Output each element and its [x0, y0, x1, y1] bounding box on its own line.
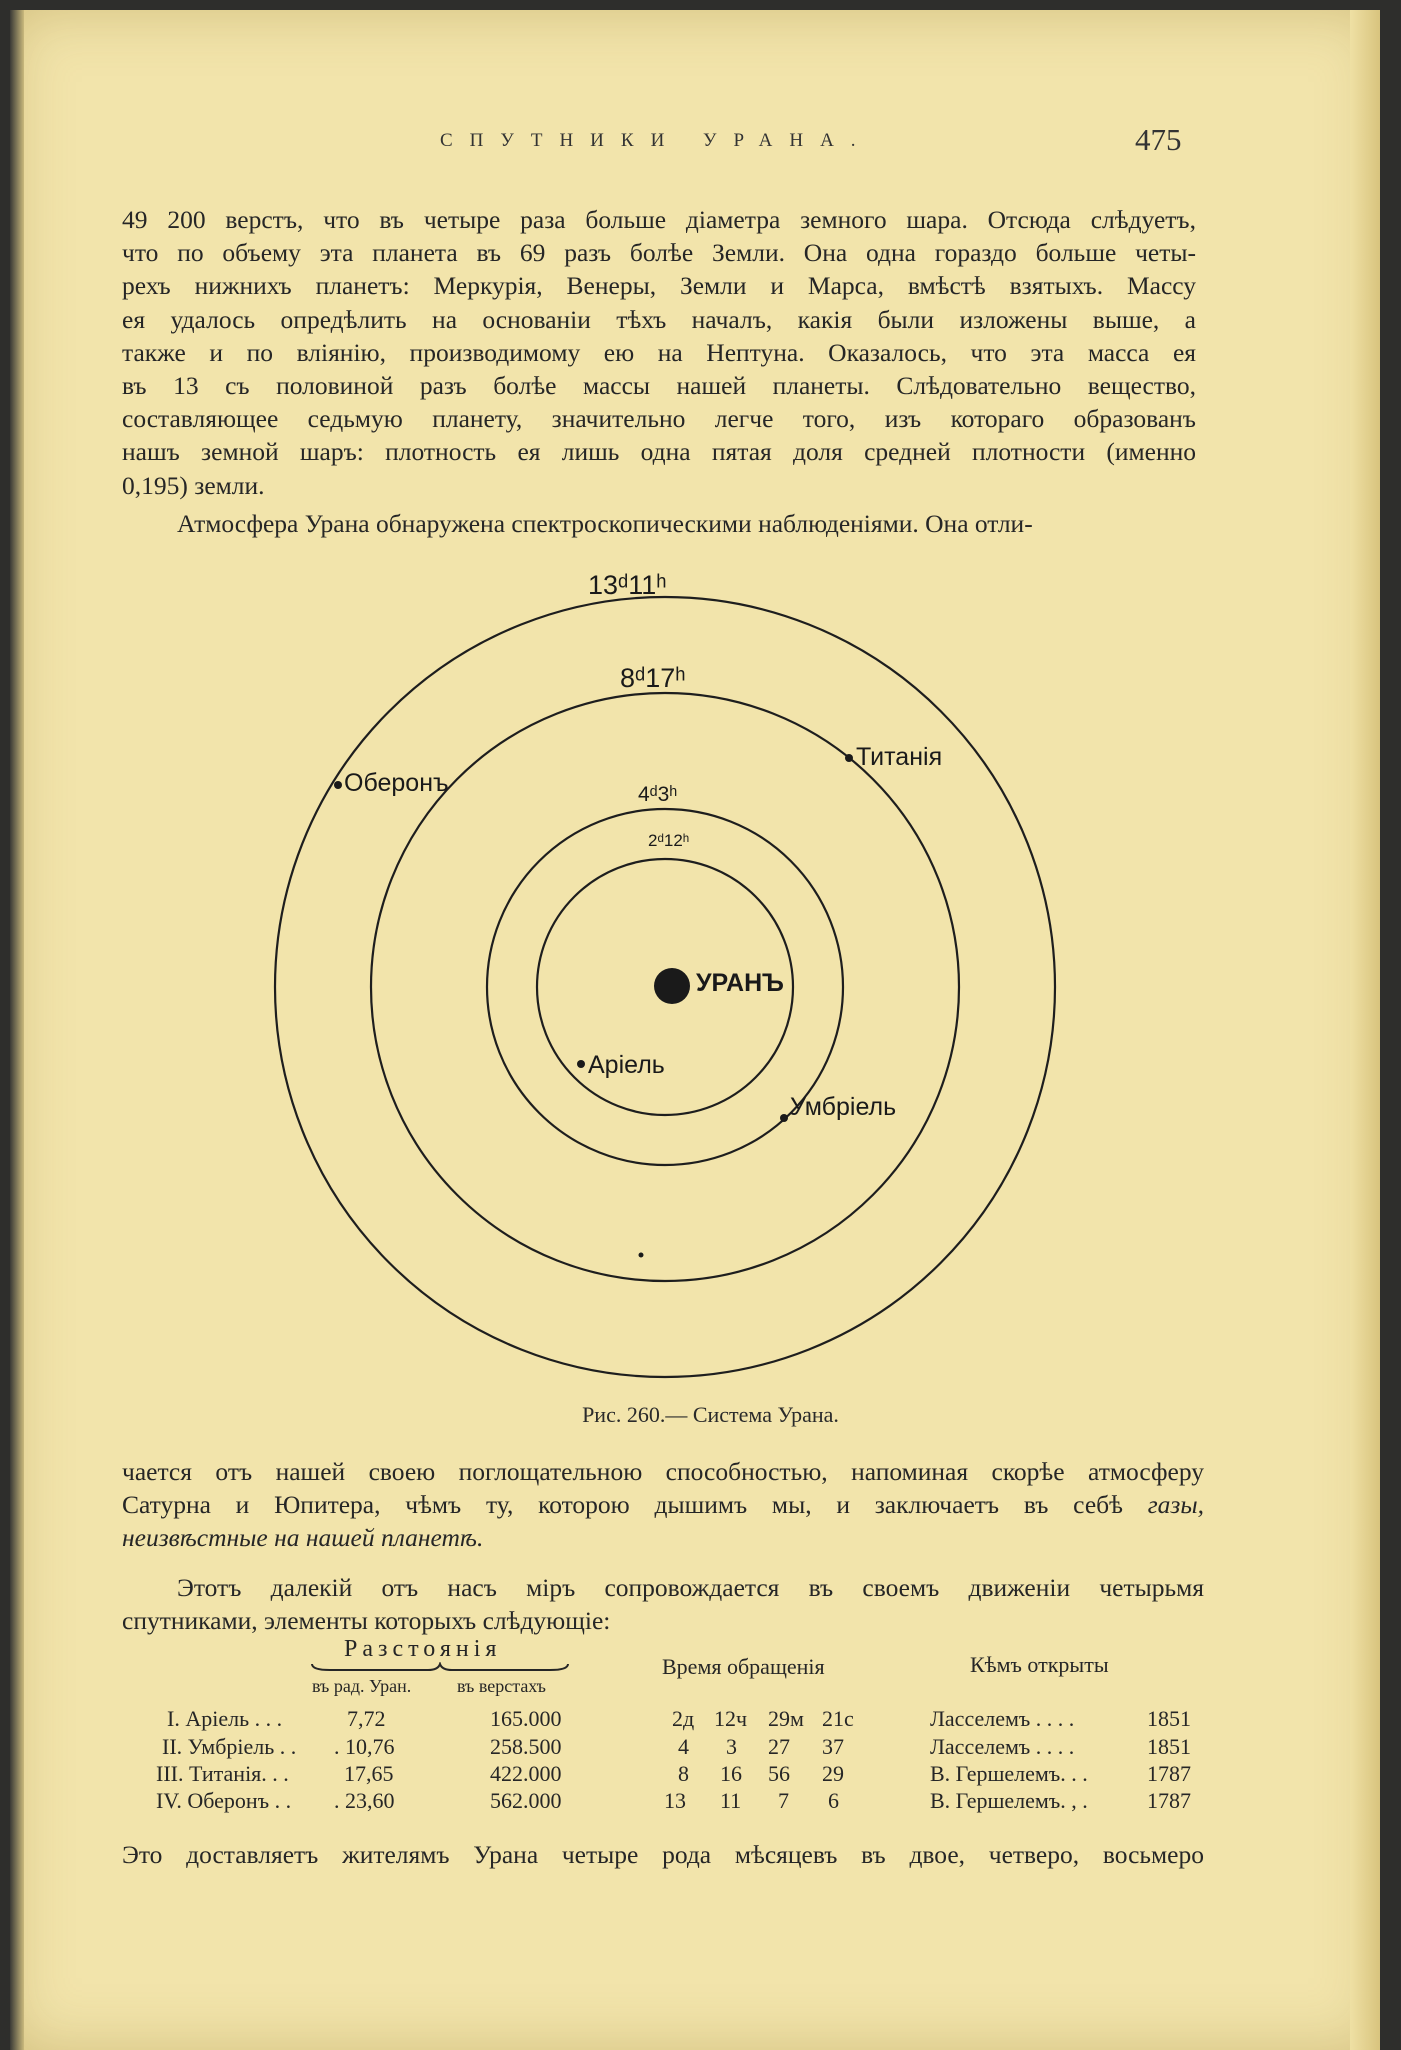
moon-label-oberon: Оберонъ	[344, 769, 449, 797]
paragraph-2-start	[122, 507, 1196, 540]
header-brace	[310, 1662, 570, 1674]
distance-radii: . 23,60	[334, 1788, 395, 1813]
moon-label-titania: Титанія	[856, 743, 943, 771]
text-line: что по объему эта планета въ 69 разъ болѣе Земли. Она одна гораздо больше четы-	[122, 238, 1196, 268]
period-label-titania: 8ᵈ17ʰ	[620, 663, 686, 693]
page-number: 475	[1135, 122, 1182, 157]
paragraph-1	[122, 203, 1196, 502]
moon-label-ariel: Аріель	[588, 1051, 665, 1079]
text-line: нашъ земной шаръ: плотность ея лишь одна пятая доля средней плотности (именно	[122, 437, 1196, 467]
moon-name: IV. Оберонъ . .	[156, 1788, 292, 1813]
italic-text: газы,	[1147, 1490, 1204, 1520]
moon-umbriel	[780, 1114, 788, 1122]
page-binding-edge	[10, 10, 24, 2050]
uranus-planet	[654, 968, 690, 1004]
discoverer: В. Гершелемъ. . .	[930, 1761, 1088, 1786]
discoverer: Ласселемъ . . . .	[930, 1734, 1075, 1759]
period-days: 13	[664, 1788, 686, 1813]
period-hours: 16	[720, 1761, 742, 1786]
period-minutes: 29м	[768, 1706, 804, 1731]
moon-label-umbriel: Умбріель	[790, 1093, 897, 1121]
text-line	[122, 1488, 1204, 1521]
distance-radii: . 10,76	[334, 1734, 395, 1759]
period-seconds: 6	[828, 1788, 839, 1813]
year: 1787	[1147, 1761, 1191, 1786]
text-line: чается отъ нашей своею поглощательною способностью, напоминая скорѣе атмосферу	[122, 1457, 1204, 1486]
distance-versts: 562.000	[490, 1788, 562, 1813]
moon-ariel	[577, 1060, 585, 1068]
discoverer: В. Гершелемъ. , .	[930, 1788, 1088, 1813]
small-dot	[639, 1253, 644, 1258]
text-line: 49 200 верстъ, что въ четыре раза больше діаметра земного шара. Отсюда слѣдуетъ,	[122, 205, 1196, 234]
moon-name: I. Аріель . . .	[167, 1706, 283, 1731]
text-line: ея удалось опредѣлить на основаніи тѣхъ началъ, какія были изложены выше, а	[122, 304, 1196, 334]
period-days: 4	[678, 1734, 689, 1759]
text-line: составляющее седьмую планету, значительно легче того, изъ котораго образованъ	[122, 404, 1196, 434]
italic-text-line: неизвѣстные на нашей планетѣ.	[122, 1523, 484, 1553]
period-seconds: 21с	[822, 1706, 854, 1731]
moon-name: III. Титанія. . .	[156, 1761, 289, 1786]
period-minutes: 27	[768, 1734, 790, 1759]
period-label-ariel: 2ᵈ12ʰ	[648, 831, 690, 850]
text-line: также и по вліянію, производимому ею на Нептуна. Оказалось, что эта масса ея	[122, 337, 1196, 367]
book-page	[10, 10, 1380, 2050]
period-hours: 12ч	[714, 1706, 748, 1731]
distance-radii: 17,65	[344, 1761, 394, 1786]
year: 1851	[1147, 1706, 1191, 1731]
table-header-versts: въ верстахъ	[457, 1676, 546, 1696]
table-header-distance: Разстоянія	[344, 1636, 502, 1662]
distance-radii: 7,72	[347, 1706, 386, 1731]
distance-versts: 165.000	[490, 1706, 562, 1731]
text-line: 0,195) земли.	[122, 470, 265, 500]
period-hours: 11	[720, 1788, 742, 1813]
distance-versts: 258.500	[490, 1734, 562, 1759]
moon-titania	[845, 754, 853, 762]
table-header-period: Время обращенія	[662, 1654, 825, 1679]
uranus-label: УРАНЪ	[696, 969, 784, 997]
period-label-oberon: 13ᵈ11ʰ	[588, 570, 667, 600]
discoverer: Ласселемъ . . . .	[930, 1706, 1075, 1731]
period-seconds: 37	[822, 1734, 844, 1759]
distance-versts: 422.000	[490, 1761, 562, 1786]
text-line: Атмосфера Урана обнаружена спектроскопическими наблюденіями. Она отли-	[177, 509, 1033, 538]
year: 1787	[1147, 1788, 1191, 1813]
period-days: 8	[678, 1761, 689, 1786]
period-days: 2д	[672, 1706, 695, 1731]
text-segment: Сатурна и Юпитера, чѣмъ ту, которою дышимъ мы, и заключаетъ въ себѣ	[122, 1490, 1123, 1520]
running-title: СПУТНИКИ УРАНА.	[440, 130, 873, 151]
satellite-table	[122, 1638, 1212, 1828]
table-header-discovered: Кѣмъ открыты	[970, 1652, 1109, 1677]
period-minutes: 7	[778, 1788, 789, 1813]
period-label-umbriel: 4ᵈ3ʰ	[638, 783, 678, 806]
final-text-line: Это доставляетъ жителямъ Урана четыре рода мѣсяцевъ въ двое, четверо, восьмеро	[122, 1840, 1204, 1869]
paragraph-2-continued	[122, 1455, 1204, 1637]
period-minutes: 56	[768, 1761, 790, 1786]
period-seconds: 29	[822, 1761, 844, 1786]
page-right-edge	[1350, 10, 1380, 2050]
table-header-radii: въ рад. Уран.	[312, 1676, 412, 1696]
figure-caption: Рис. 260.— Система Урана.	[582, 1402, 839, 1427]
year: 1851	[1147, 1734, 1191, 1759]
uranus-system-diagram	[260, 555, 1080, 1395]
text-line: спутниками, элементы которыхъ слѣдующіе:	[122, 1605, 611, 1635]
text-line: Этотъ далекій отъ насъ міръ сопровождается въ своемъ движеніи четырьмя	[177, 1572, 1204, 1602]
period-hours: 3	[726, 1734, 737, 1759]
text-line: рехъ нижнихъ планетъ: Меркурія, Венеры, Земли и Марса, вмѣстѣ взятыхъ. Массу	[122, 271, 1196, 301]
text-line: въ 13 съ половиной разъ болѣе массы нашей планеты. Слѣдовательно вещество,	[122, 371, 1196, 401]
moon-name: II. Умбріель . .	[162, 1734, 297, 1759]
moon-oberon	[334, 781, 342, 789]
